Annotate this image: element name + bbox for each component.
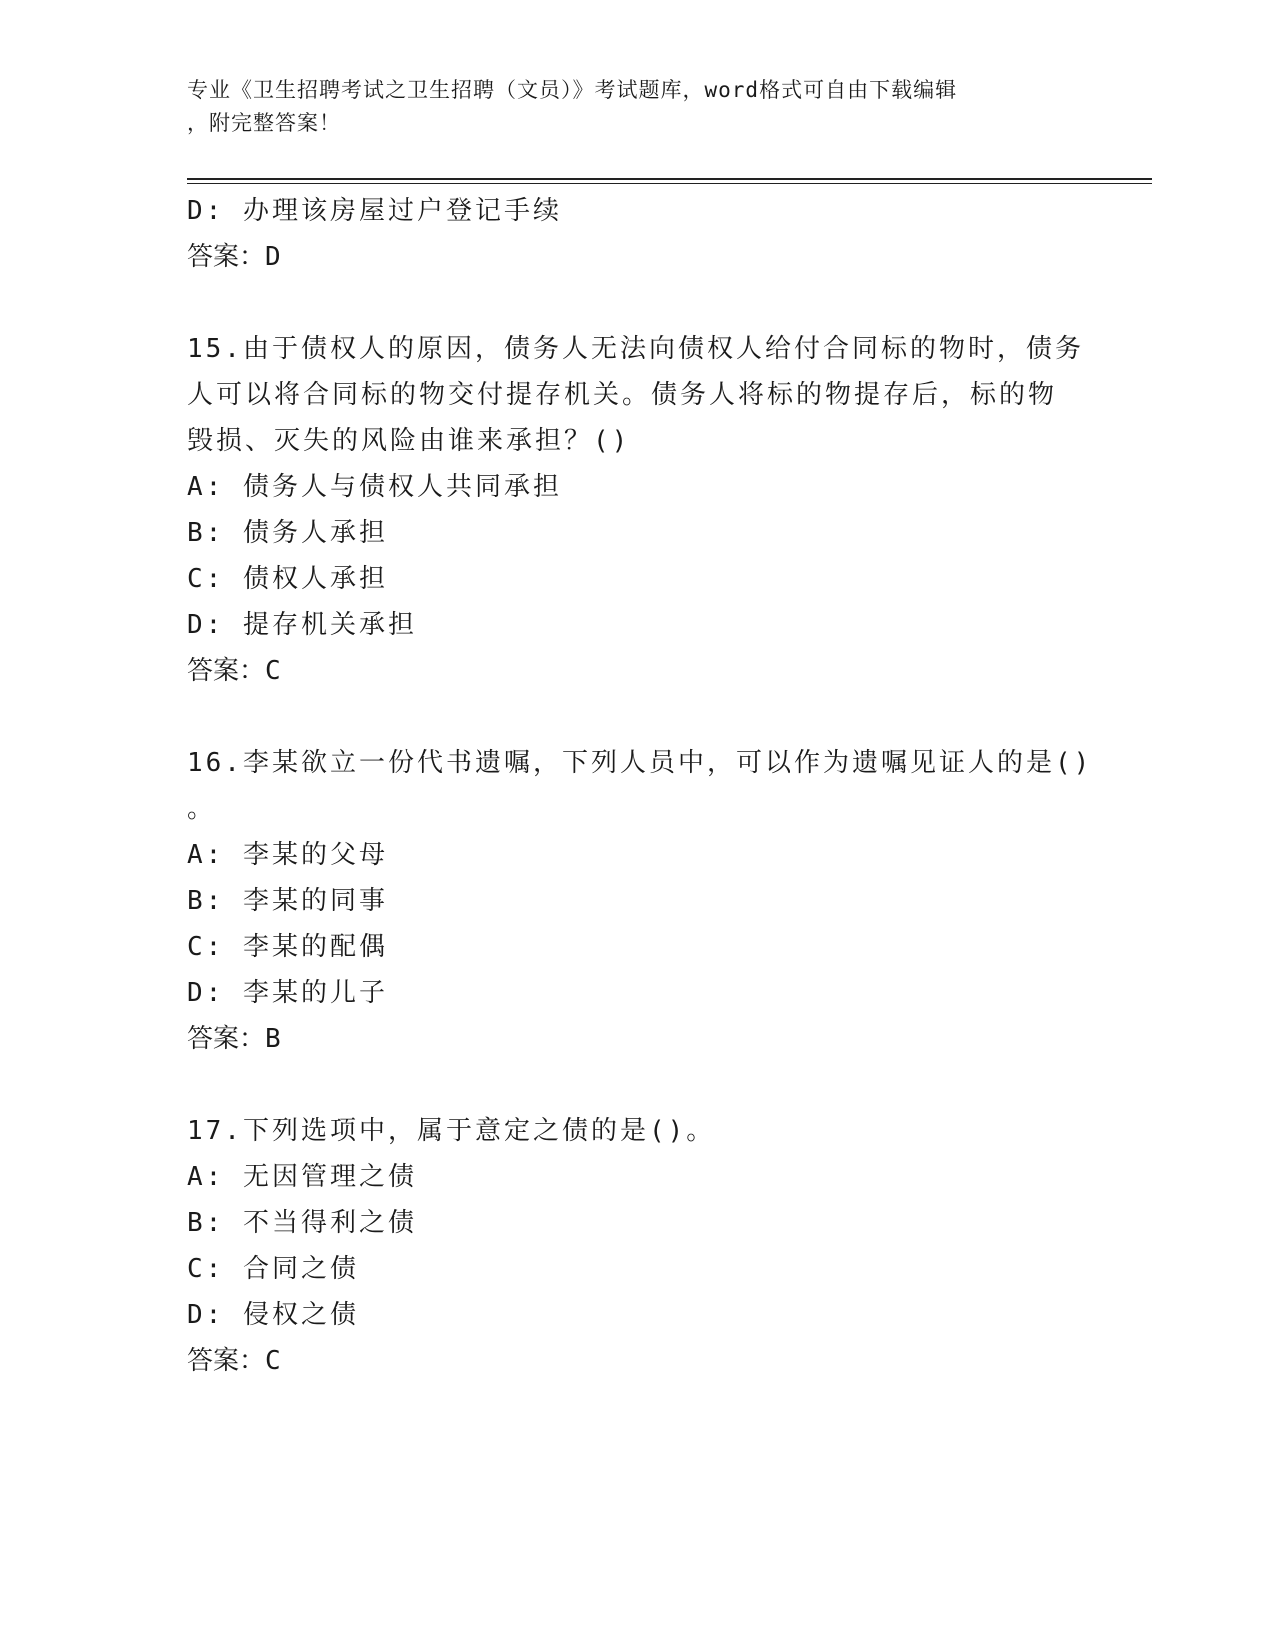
header-divider-thick (187, 178, 1152, 180)
header-divider-thin (187, 183, 1152, 184)
option-b: B: 李某的同事 (187, 886, 388, 916)
option-a: A: 无因管理之债 (187, 1162, 417, 1192)
question-text-line-1: 16.李某欲立一份代书遗嘱，下列人员中，可以作为遗嘱见证人的是() (187, 748, 1093, 778)
header-line-1: 专业《卫生招聘考试之卫生招聘（文员）》考试题库，word格式可自由下载编辑 (187, 78, 958, 102)
document-body (187, 188, 1093, 1384)
document-header (187, 74, 1067, 140)
question-15 (187, 326, 1087, 694)
spacer (187, 694, 1087, 740)
question-16 (187, 740, 1093, 1062)
answer-line: 答案：D (187, 242, 281, 272)
spacer (187, 1062, 1087, 1108)
option-d: D: 提存机关承担 (187, 610, 417, 640)
option-c: C: 债权人承担 (187, 564, 388, 594)
header-line-2: ，附完整答案！ (187, 111, 341, 135)
answer-line: 答案：C (187, 1346, 281, 1376)
option-b: B: 债务人承担 (187, 518, 388, 548)
question-14-tail (187, 188, 1087, 280)
option-d: D: 李某的儿子 (187, 978, 388, 1008)
option-b: B: 不当得利之债 (187, 1208, 417, 1238)
question-text-line-3: 毁损、灭失的风险由谁来承担？() (187, 426, 631, 456)
option-a: A: 债务人与债权人共同承担 (187, 472, 562, 502)
spacer (187, 280, 1087, 326)
option-c: C: 李某的配偶 (187, 932, 388, 962)
question-text-line-1: 17.下列选项中，属于意定之债的是()。 (187, 1116, 716, 1146)
question-text-line-2: 。 (187, 794, 217, 824)
option-a: A: 李某的父母 (187, 840, 388, 870)
option-d: D: 办理该房屋过户登记手续 (187, 196, 562, 226)
option-c: C: 合同之债 (187, 1254, 359, 1284)
question-17 (187, 1108, 1087, 1384)
option-d: D: 侵权之债 (187, 1300, 359, 1330)
answer-line: 答案：B (187, 1024, 281, 1054)
question-text-line-2: 人可以将合同标的物交付提存机关。债务人将标的物提存后，标的物 (187, 380, 1058, 410)
answer-line: 答案：C (187, 656, 281, 686)
question-text-line-1: 15.由于债权人的原因，债务人无法向债权人给付合同标的物时，债务 (187, 334, 1084, 364)
